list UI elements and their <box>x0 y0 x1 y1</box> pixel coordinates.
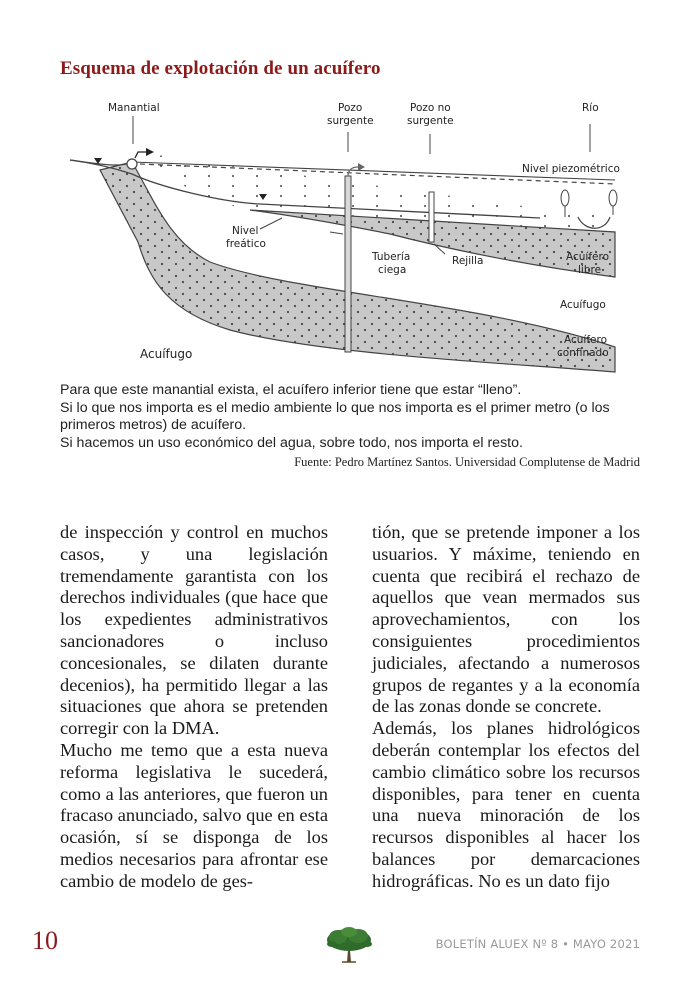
label-tuberia-ciega-1: Tubería <box>372 251 411 263</box>
label-acuifero-confinado-2: confinado <box>557 347 609 359</box>
label-pozo-no-surgente-2: surgente <box>407 115 454 127</box>
paragraph: de inspección y control en muchos casos, y una legislación tremendamente garantista con los derechos individuales (que hace que los expedientes administrativos sancionadores o incluso concesionales, se dilaten durante decenios), ha permitido llegar a las situaciones que ahora se pretenden corregir con la DMA. <box>60 522 328 739</box>
page-number: 10 <box>32 926 58 955</box>
label-rio: Río <box>582 102 599 114</box>
label-acuifero-libre-2: libre <box>578 264 602 276</box>
label-pozo-surgente-2: surgente <box>327 115 374 127</box>
label-tuberia-ciega-2: ciega <box>378 264 407 276</box>
aquifer-diagram <box>60 92 650 374</box>
caption-line: Si lo que nos importa es el medio ambiente lo que nos importa es el primer metro (o los primeros metros) de acuífero. <box>60 399 610 433</box>
publication-info: BOLETÍN ALUEX Nº 8 • MAYO 2021 <box>435 937 640 951</box>
caption-line: Si hacemos un uso económico del agua, sobre todo, nos importa el resto. <box>60 434 523 451</box>
label-nivel-piezometrico: Nivel piezométrico <box>522 163 620 175</box>
label-acuifugo-bottom: Acuífugo <box>140 347 193 361</box>
label-rejilla: Rejilla <box>452 255 484 267</box>
label-nivel-freatico-1: Nivel <box>232 225 259 237</box>
label-pozo-surgente-1: Pozo <box>338 102 363 114</box>
artesian-well <box>345 176 351 352</box>
paragraph: Mucho me temo que a esta nueva reforma legislativa le sucederá, como a las anteriores, que fueron un fracaso anunciado, salvo que en esta ocasión, sí se disponga de los medios necesarios para afrontar ese cambio de modelo de ges- <box>60 739 328 891</box>
body-column-right <box>372 522 640 893</box>
spring-icon <box>127 159 137 169</box>
label-acuifugo-mid: Acuífugo <box>560 299 606 311</box>
figure-source: Fuente: Pedro Martínez Santos. Universidad Complutense de Madrid <box>294 455 640 469</box>
paragraph: Además, los planes hidrológicos deberán contemplar los efectos del cambio climático sobre los recursos disponibles, para tener en cuenta una nueva minoración de los recursos disponibles al hacer los balances por demarcaciones hidrográficas. No es un dato fijo <box>372 718 640 891</box>
label-acuifero-confinado-1: Acuífero <box>564 334 608 346</box>
label-acuifero-libre-1: Acuífero <box>566 251 610 263</box>
label-manantial: Manantial <box>108 102 160 114</box>
caption-line: Para que este manantial exista, el acuífero inferior tiene que estar “lleno”. <box>60 382 522 398</box>
non-artesian-well <box>429 192 434 242</box>
figure-title: Esquema de explotación de un acuífero <box>60 58 381 79</box>
label-pozo-no-surgente-1: Pozo no <box>410 102 451 114</box>
label-nivel-freatico-2: freático <box>226 238 266 250</box>
tree-right-icon <box>609 190 617 215</box>
tree-icon <box>322 922 376 966</box>
body-column-left <box>60 522 328 893</box>
figure-caption <box>60 382 650 452</box>
paragraph: tión, que se pretende imponer a los usuarios. Y máxime, teniendo en cuenta que recibirá el rechazo de aquellos que vean mermados sus aprovechamientos, con los consiguientes procedimientos judiciales, afectando a numerosos grupos de regantes y a la economía de las zonas donde se concrete. <box>372 522 640 717</box>
